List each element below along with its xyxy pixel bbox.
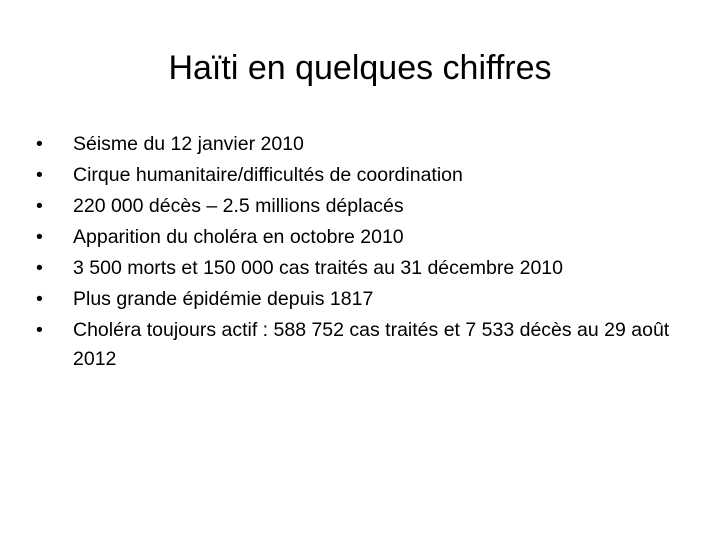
bullet-text-cholera-onset: Apparition du choléra en octobre 2010	[73, 226, 404, 248]
bullet-icon: •	[36, 288, 43, 310]
list-item	[36, 285, 696, 314]
bullet-text-largest-epidemic: Plus grande épidémie depuis 1817	[73, 288, 374, 310]
bullet-icon: •	[36, 195, 43, 217]
list-item	[36, 192, 696, 221]
bullet-text-earthquake: Séisme du 12 janvier 2010	[73, 133, 304, 155]
slide-title: Haïti en quelques chiffres	[168, 49, 552, 87]
bullet-icon: •	[36, 226, 43, 248]
bullet-icon: •	[36, 319, 43, 341]
bullet-text-cholera-2010: 3 500 morts et 150 000 cas traités au 31 décembre 2010	[73, 257, 563, 279]
bullet-icon: •	[36, 257, 43, 279]
list-item	[36, 130, 696, 159]
list-item	[36, 316, 696, 374]
list-item	[36, 161, 696, 190]
bullet-list	[36, 130, 696, 376]
bullet-text-humanitarian: Cirque humanitaire/difficultés de coordination	[73, 164, 463, 186]
bullet-text-cholera-2012: Choléra toujours actif : 588 752 cas traités et 7 533 décès au 29 août 2012	[73, 319, 670, 370]
bullet-text-deaths-displaced: 220 000 décès – 2.5 millions déplacés	[73, 195, 404, 217]
bullet-icon: •	[36, 133, 43, 155]
bullet-icon: •	[36, 164, 43, 186]
list-item	[36, 254, 696, 283]
list-item	[36, 223, 696, 252]
